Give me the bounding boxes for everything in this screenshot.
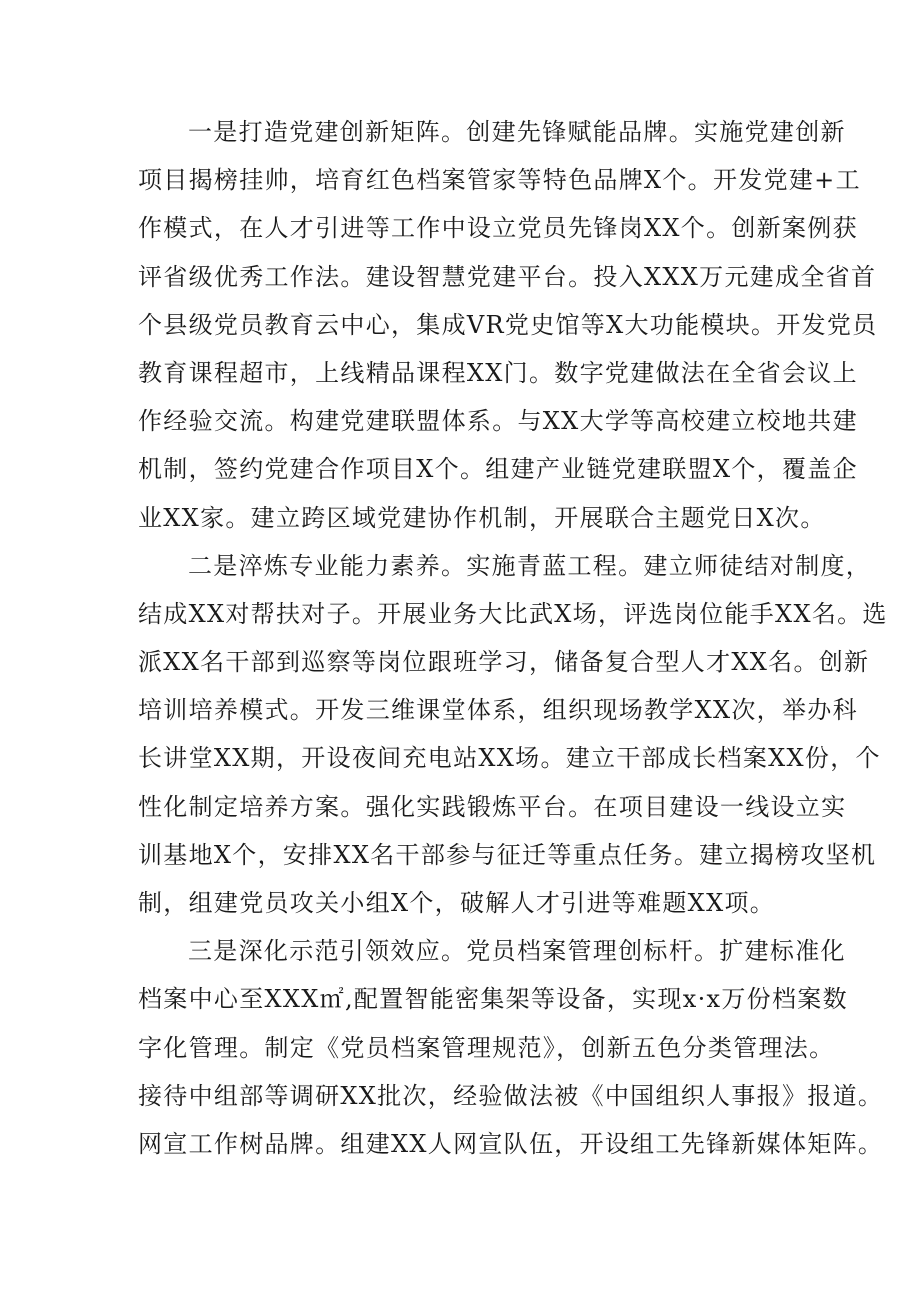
text-line: 机制，签约党建合作项目X个。组建产业链党建联盟X个，覆盖企	[138, 455, 858, 484]
text-line: 档案中心至XXX㎡,配置智能密集架等设备，实现x·x万份档案数	[138, 985, 848, 1014]
text-line: 教育课程超市，上线精品课程XX门。数字党建做法在全省会议上	[138, 358, 858, 387]
text-line: 二是淬炼专业能力素养。实施青蓝工程。建立师徒结对制度，	[188, 551, 872, 580]
paragraph-1	[138, 108, 878, 542]
document-body	[138, 108, 888, 1168]
text-line: 派XX名干部到巡察等岗位跟班学习，储备复合型人才XX名。创新	[138, 648, 870, 677]
text-line: 三是深化示范引领效应。党员档案管理创标杆。扩建标准化	[188, 937, 846, 966]
text-line: 评省级优秀工作法。建设智慧党建平台。投入XXX万元建成全省首	[138, 262, 877, 291]
text-line: 项目揭榜挂帅，培育红色档案管家等特色品牌X个。开发党建+工	[138, 166, 861, 195]
text-line: 个县级党员教育云中心，集成VR党史馆等X大功能模块。开发党员	[138, 310, 878, 339]
text-line: 培训培养模式。开发三维课堂体系，组织现场教学XX次，举办科	[138, 696, 858, 725]
paragraph-2	[138, 542, 888, 928]
text-line: 字化管理。制定《党员档案管理规范》，创新五色分类管理法。	[138, 1033, 835, 1062]
paragraph-3	[138, 927, 884, 1168]
text-line: 业XX家。建立跨区域党建协作机制，开展联合主题党日X次。	[138, 503, 826, 532]
text-line: 长讲堂XX期，开设夜间充电站XX场。建立干部成长档案XX份，个	[138, 744, 881, 773]
text-line: 作模式，在人才引进等工作中设立党员先锋岗XX个。创新案例获	[138, 214, 858, 243]
text-line: 制，组建党员攻关小组X个，破解人才引进等难题XX项。	[138, 889, 776, 917]
text-line: 接待中组部等调研XX批次，经验做法被《中国组织人事报》报道。	[138, 1081, 884, 1110]
text-line: 性化制定培养方案。强化实践锻炼平台。在项目建设一线设立实	[138, 792, 847, 821]
text-line: 一是打造党建创新矩阵。创建先锋赋能品牌。实施党建创新	[188, 118, 846, 146]
text-line: 训基地X个，安排XX名干部参与征迁等重点任务。建立揭榜攻坚机	[138, 840, 877, 869]
text-line: 结成XX对帮扶对子。开展业务大比武X场，评选岗位能手XX名。选	[138, 599, 888, 628]
text-line: 作经验交流。构建党建联盟体系。与XX大学等高校建立校地共建	[138, 407, 858, 436]
text-line: 网宣工作树品牌。组建XX人网宣队伍，开设组工先锋新媒体矩阵。	[138, 1129, 884, 1158]
